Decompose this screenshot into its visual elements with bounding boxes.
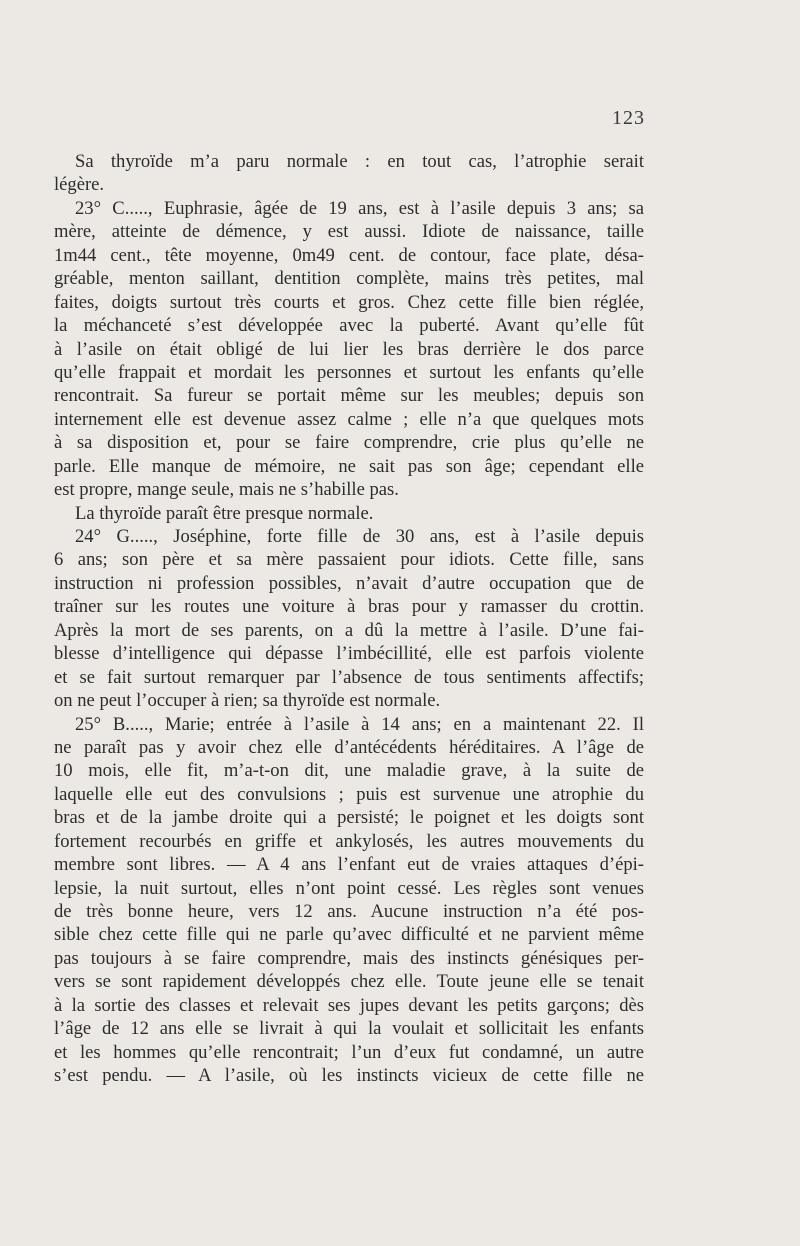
text-line: à sa disposition et, pour se faire comprendre, crie plus qu’elle ne <box>54 432 644 454</box>
text-line: sible chez cette fille qui ne parle qu’avec difficulté et ne parvient même <box>54 924 644 946</box>
text-line: mère, atteinte de démence, y est aussi. Idiote de naissance, taille <box>54 221 644 243</box>
text-line: de très bonne heure, vers 12 ans. Aucune instruction n’a été pos- <box>54 901 644 922</box>
text-line: 6 ans; son père et sa mère passaient pour idiots. Cette fille, sans <box>54 549 644 571</box>
text-line: est propre, mange seule, mais ne s’habille pas. <box>54 479 399 501</box>
text-line: laquelle elle eut des convulsions ; puis est survenue une atrophie du <box>54 783 644 805</box>
text-line: gréable, menton saillant, dentition complète, mains très petites, mal <box>54 268 644 290</box>
text-line: 25° B....., Marie; entrée à l’asile à 14 ans; en a maintenant 22. Il <box>75 713 644 735</box>
page-number: 123 <box>612 107 645 129</box>
text-line: ne paraît pas y avoir chez elle d’antécédents héréditaires. A l’âge de <box>54 736 644 758</box>
text-line: instruction ni profession possibles, n’avait d’autre occupation que de <box>54 572 644 594</box>
text-line: et les hommes qu’elle rencontrait; l’un d’eux fut condamné, un autre <box>54 1041 644 1063</box>
text-line: faites, doigts surtout très courts et gros. Chez cette fille bien réglée, <box>54 291 644 313</box>
text-line: internement elle est devenue assez calme ; elle n’a que quelques mots <box>54 408 644 430</box>
text-line: s’est pendu. — A l’asile, où les instincts vicieux de cette fille ne <box>54 1065 644 1087</box>
text-line: l’âge de 12 ans elle se livrait à qui la voulait et sollicitait les enfants <box>54 1018 644 1040</box>
text-line: pas toujours à se faire comprendre, mais des instincts génésiques per- <box>54 947 644 969</box>
text-line: qu’elle frappait et mordait les personnes et surtout les enfants qu’elle <box>54 361 644 383</box>
text-line: 10 mois, elle fit, m’a-t-on dit, une maladie grave, à la suite de <box>54 760 644 782</box>
text-line: blesse d’intelligence qui dépasse l’imbécillité, elle est parfois violente <box>54 643 644 665</box>
text-line: membre sont libres. — A 4 ans l’enfant eut de vraies attaques d’épi- <box>54 854 644 876</box>
text-line: à l’asile on était obligé de lui lier les bras derrière le dos parce <box>54 338 644 360</box>
text-line: Sa thyroïde m’a paru normale : en tout cas, l’atrophie serait <box>75 151 644 172</box>
text-line: légère. <box>54 174 105 196</box>
body-text <box>54 150 644 1088</box>
text-line: bras et de la jambe droite qui a persisté; le poignet et les doigts sont <box>54 807 644 829</box>
text-line: Après la mort de ses parents, on a dû la mettre à l’asile. D’une fai- <box>54 619 644 641</box>
text-line: 24° G....., Joséphine, forte fille de 30 ans, est à l’asile depuis <box>75 526 644 547</box>
text-line: on ne peut l’occuper à rien; sa thyroïde est normale. <box>54 690 441 712</box>
text-line: à la sortie des classes et relevait ses jupes devant les petits garçons; dès <box>54 994 644 1016</box>
text-line: vers se sont rapidement développés chez elle. Toute jeune elle se tenait <box>54 971 644 993</box>
text-line: la méchanceté s’est développée avec la puberté. Avant qu’elle fût <box>54 315 644 337</box>
text-line: fortement recourbés en griffe et ankylosés, les autres mouvements du <box>54 830 644 852</box>
text-line: traîner sur les routes une voiture à bras pour y ramasser du crottin. <box>54 596 644 618</box>
text-line: et se fait surtout remarquer par l’absence de tous sentiments affectifs; <box>54 666 644 688</box>
text-line: 23° C....., Euphrasie, âgée de 19 ans, est à l’asile depuis 3 ans; sa <box>75 197 644 219</box>
text-line: 1m44 cent., tête moyenne, 0m49 cent. de contour, face plate, désa- <box>54 244 644 266</box>
text-line: parle. Elle manque de mémoire, ne sait pas son âge; cependant elle <box>54 455 644 477</box>
text-line: lepsie, la nuit surtout, elles n’ont point cessé. Les règles sont venues <box>54 877 644 899</box>
text-line: La thyroïde paraît être presque normale. <box>75 502 374 524</box>
text-line: rencontrait. Sa fureur se portait même sur les meubles; depuis son <box>54 385 644 407</box>
